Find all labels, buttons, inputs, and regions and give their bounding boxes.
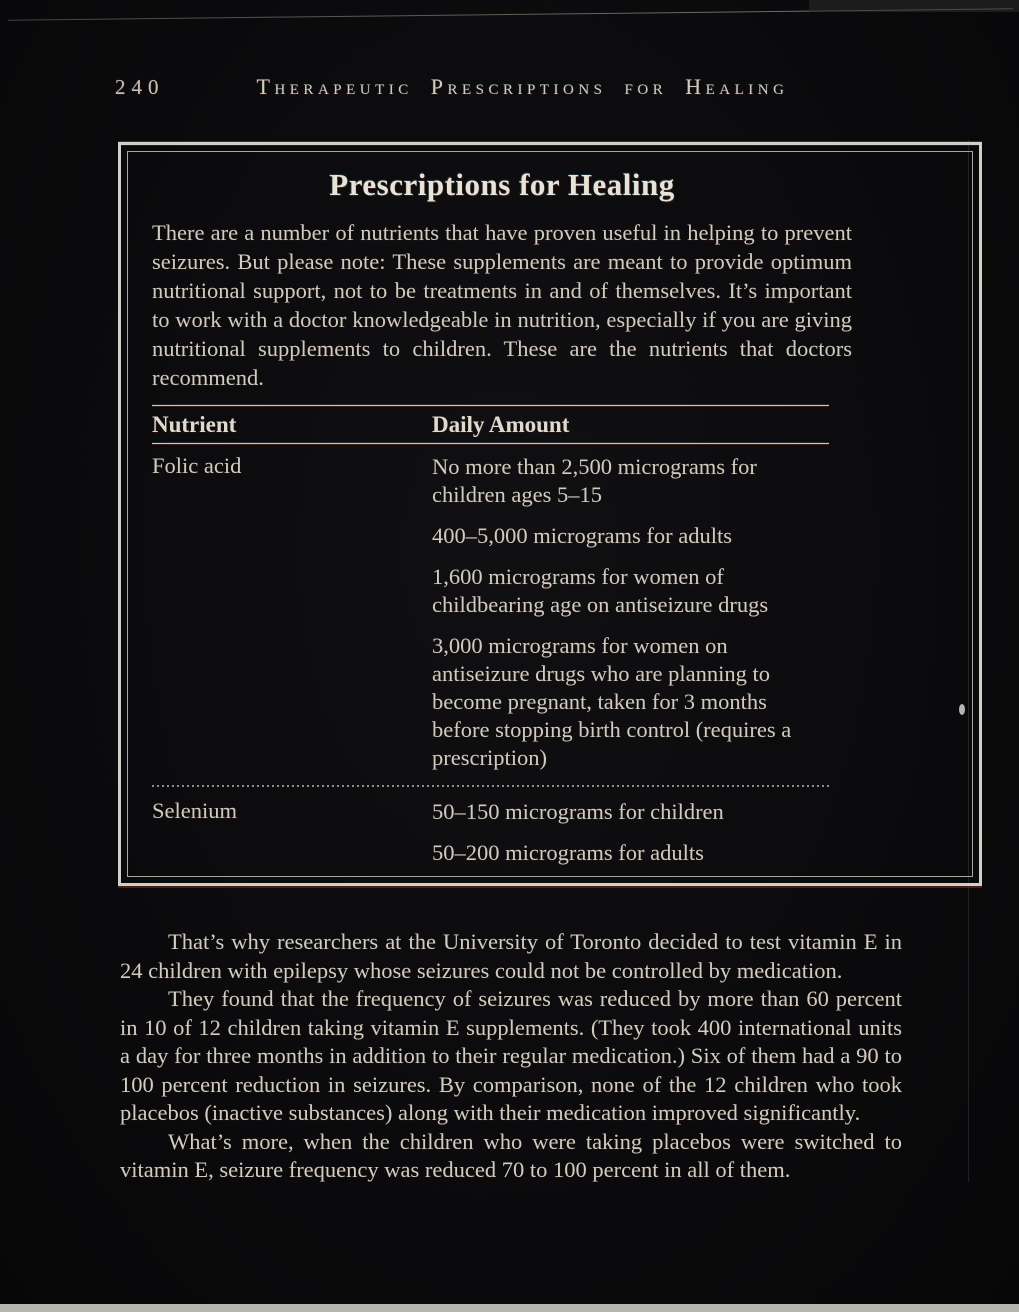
amount-entry: 50–200 micrograms for adults: [432, 840, 704, 865]
table-header-row: [152, 406, 829, 443]
amount-entry: 50–150 micrograms for children: [432, 799, 724, 824]
body-paragraph: That’s why researchers at the University of Toronto decided to test vitamin E in 24 children with epilepsy whose seizures could not be controlled by medication.: [120, 929, 902, 983]
table-dotted-divider: [152, 785, 829, 787]
daily-amount-cell: [432, 798, 829, 880]
running-head: Therapeutic Prescriptions for Healing: [256, 74, 789, 99]
body-text-block: [120, 928, 902, 1185]
body-paragraph: What’s more, when the children who were taking placebos were switched to vitamin E, seizure frequency was reduced 70 to 100 percent in all of them.: [120, 1128, 902, 1182]
box-intro-paragraph: There are a number of nutrients that have proven useful in helping to prevent seizures. But please note: These supplements are meant to provide optimum nutritional support, not to be treatments in and of themselves. It’s important to work with a doctor knowledgeable in nutrition, especially if you are giving nutritional supplements to children. These are the nutrients that doctors recommend.: [152, 220, 852, 390]
amount-entry: 400–5,000 micrograms for adults: [432, 523, 732, 548]
nutrient-name: Selenium: [152, 798, 237, 823]
table-row: [152, 444, 829, 785]
nutrient-name: Folic acid: [152, 453, 242, 478]
scan-edge-bottom-strip: [0, 1304, 1019, 1312]
page-header: [115, 74, 959, 100]
amount-entry: 3,000 micrograms for women on antiseizure drugs who are planning to become pregnant, taken for 3 months before stopping birth control (requires a prescription): [432, 633, 792, 770]
daily-amount-cell: [432, 453, 829, 785]
table-row: [152, 789, 829, 880]
amount-entry: No more than 2,500 micrograms for children ages 5–15: [432, 454, 757, 507]
column-header-nutrient: Nutrient: [152, 412, 237, 437]
prescriptions-box: [118, 142, 982, 886]
body-paragraph: They found that the frequency of seizures was reduced by more than 60 percent in 10 of 12 children taking vitamin E supplements. (They took 400 international units a day for three months in addition to their regular medication.) Six of them had a 90 to 100 percent reduction in seizures. By comparison, none of the 12 children who took placebos (inactive substances) along with their medication improved significantly.: [120, 986, 902, 1125]
box-title: Prescriptions for Healing: [329, 167, 675, 202]
page-number: 240: [115, 75, 165, 99]
prescriptions-box-inner-border: [127, 151, 973, 877]
scan-edge-top-corner: [809, 0, 1019, 12]
amount-entry: 1,600 micrograms for women of childbearing age on antiseizure drugs: [432, 564, 769, 617]
column-header-daily-amount: Daily Amount: [432, 412, 570, 437]
nutrient-table: [152, 405, 829, 880]
